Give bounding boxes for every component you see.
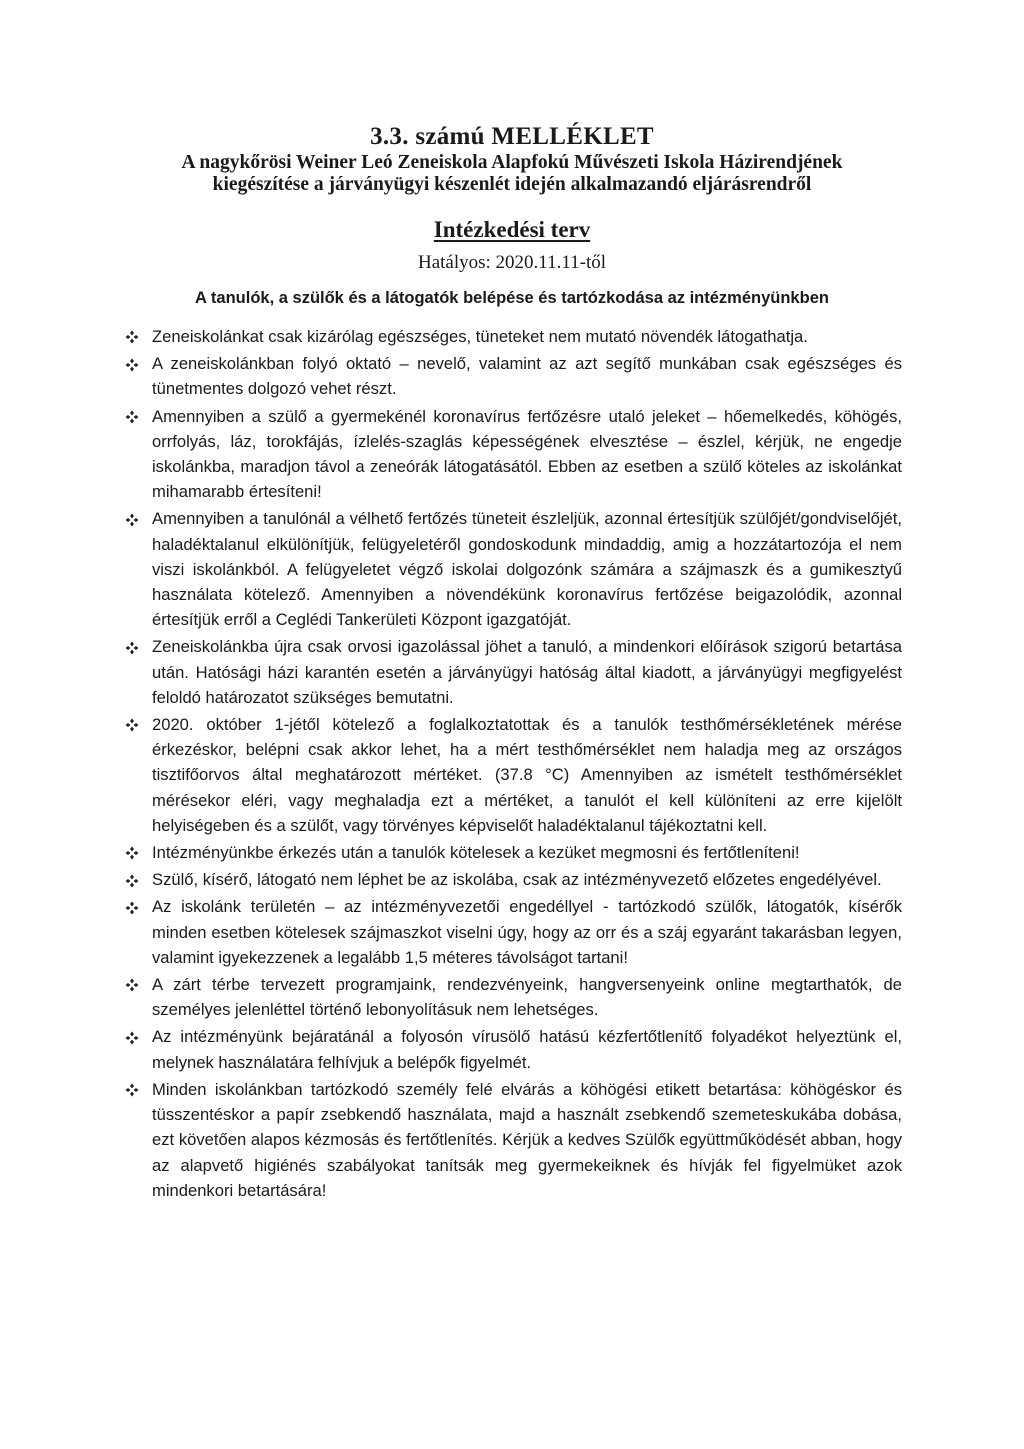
list-item <box>120 1024 902 1074</box>
rule-text: Zeneiskolánkat csak kizárólag egészséges, tüneteket nem mutató növendék látogathatja. <box>152 327 808 346</box>
four-diamond-bullet-icon <box>122 972 142 997</box>
rule-text: A zeneiskolánkban folyó oktató – nevelő, valamint az azt segítő munkában csak egészséges és tünetmentes dolgozó vehet részt. <box>152 354 902 399</box>
title-block <box>0 122 1024 244</box>
four-diamond-bullet-icon <box>122 351 142 376</box>
four-diamond-bullet-icon <box>122 712 142 737</box>
rules-list <box>120 324 902 1205</box>
four-diamond-bullet-icon <box>122 404 142 429</box>
rule-text: 2020. október 1-jétől kötelező a foglalkoztatottak és a tanulók testhőmérsékletének mérése érkezéskor, belépni csak akkor lehet, ha a mért testhőmérséklet nem haladja meg az országos tisztifőorvos által meghatározott mértéket. (37.8 °C) Amennyiben az ismételt testhőmérséklet mérésekor eléri, vagy meghaladja ezt a mértéket, a tanulót el kell különíteni az erre kijelölt helyiségeben és a szülőt, vagy törvényes képviselőt haladéktalanul tájékoztatni kell. <box>152 715 902 835</box>
subtitle-line-2: kiegészítése a járványügyi készenlét idején alkalmazandó eljárásrendről <box>212 174 812 195</box>
four-diamond-bullet-icon <box>122 506 142 531</box>
list-item <box>120 634 902 710</box>
list-item <box>120 404 902 505</box>
rule-text: Minden iskolánkban tartózkodó személy felé elvárás a köhögési etikett betartása: köhögéskor és tüsszentéskor a papír zsebkendő használata, majd a használt zsebkendő szemeteskukába dobása, ezt követően alapos kézmosás és fertőtlenítés. Kérjük a kedves Szülők együttműködését abban, hogy az alapvető higiénés szabályokat tanítsák meg gyermekeiknek és hívják fel figyelmüket azok mindenkori betartására! <box>152 1079 902 1200</box>
list-item <box>120 867 902 892</box>
rule-text: Az intézményünk bejáratánál a folyosón vírusölő hatású kézfertőtlenítő folyadékot helyeztünk el, melynek használatára felhívjuk a belépők figyelmét. <box>152 1027 902 1072</box>
list-item <box>120 712 902 838</box>
subtitle-line-1: A nagykőrösi Weiner Leó Zeneiskola Alapfokú Művészeti Iskola Házirendjének <box>181 152 843 173</box>
list-item <box>120 506 902 632</box>
rule-text: Az iskolánk területén – az intézményvezetői engedéllyel - tartózkodó szülők, látogatók, kísérők minden esetben kötelesek szájmaszkot viselni úgy, hogy az orr és a száj egyaránt takarásban legyen, valamint igyekezzenek a legalább 1,5 méteres távolságot tartani! <box>152 897 902 967</box>
four-diamond-bullet-icon <box>122 867 142 892</box>
list-item <box>120 894 902 970</box>
rule-text: Amennyiben a tanulónál a vélhető fertőzés tüneteit észleljük, azonnal értesítjük szülőjét/gondviselőjét, haladéktalanul elkülönítjük, felügyeletéről gondoskodunk mindaddig, amig a hozzátartozója el nem viszi iskolánkból. A felügyeletet végző iskolai dolgozónk számára a szájmaszk és a gumikesztyű használata kötelező. Amennyiben a növendékünk koronavírus fertőzése beigazolódik, azonnal értesítjük erről a Ceglédi Tankerületi Központ igazgatóját. <box>152 509 902 630</box>
list-item <box>120 972 902 1022</box>
four-diamond-bullet-icon <box>122 1024 142 1049</box>
rule-text: A zárt térbe tervezett programjaink, rendezvényeink, hangversenyeink online megtarthatók, de személyes jelenléttel történő lebonyolításuk nem lehetséges. <box>152 975 902 1020</box>
rule-text: Intézményünkbe érkezés után a tanulók kötelesek a kezüket megmosni és fertőtleníteni! <box>152 843 800 863</box>
list-item <box>120 840 902 865</box>
list-item <box>120 324 902 349</box>
list-item <box>120 1077 902 1203</box>
rule-text: Szülő, kísérő, látogató nem léphet be az iskolába, csak az intézményvezető előzetes engedélyével. <box>152 870 882 890</box>
rule-text: Zeneiskolánkba újra csak orvosi igazolással jöhet a tanuló, a mindenkori előírások szigorú betartása után. Hatósági házi karantén esetén a járványügyi hatóság által kiadott, a járványügyi megfigyelést feloldó határozatot szükséges bemutatni. <box>152 637 902 707</box>
four-diamond-bullet-icon <box>122 840 142 865</box>
four-diamond-bullet-icon <box>122 1077 142 1102</box>
effective-date: Hatályos: 2020.11.11-től <box>417 252 607 273</box>
four-diamond-bullet-icon <box>122 634 142 659</box>
rule-text: Amennyiben a szülő a gyermekénél koronavírus fertőzésre utaló jeleket – hőemelkedés, köhögés, orrfolyás, láz, torokfájás, ízlelés-szaglás képességének elvesztése – észlel, kérjük, ne engedje iskolánkba, maradjon távol a zeneórák látogatásától. Ebben az esetben a szülő köteles az iskolánkat mihamarabb értesíteni! <box>152 406 902 502</box>
plan-title: Intézkedési terv <box>433 217 591 242</box>
list-item <box>120 351 902 401</box>
four-diamond-bullet-icon <box>122 894 142 919</box>
section-heading: A tanulók, a szülők és a látogatók belépése és tartózkodása az intézményünkben <box>195 289 829 307</box>
four-diamond-bullet-icon <box>122 324 142 349</box>
annex-title: 3.3. számú MELLÉKLET <box>370 123 654 150</box>
